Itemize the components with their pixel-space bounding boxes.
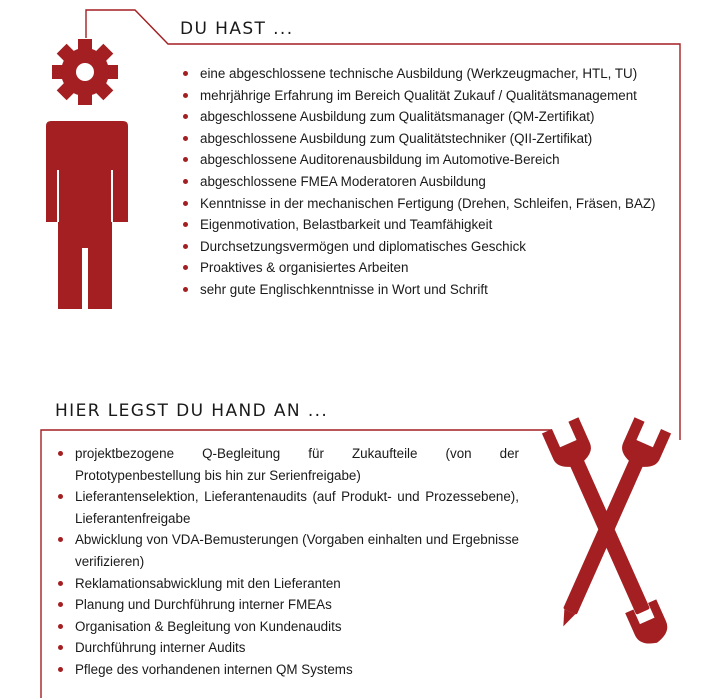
list-item: mehrjährige Erfahrung im Bereich Qualität Zukauf / Qualitätsmanagement bbox=[182, 85, 662, 107]
gear-head-person-icon bbox=[46, 39, 128, 309]
list-item: Durchsetzungsvermögen und diplomatisches Geschick bbox=[182, 236, 662, 258]
list-item: Planung und Durchführung interner FMEAs bbox=[57, 594, 519, 616]
tasks-list bbox=[57, 443, 519, 681]
list-item: Reklamationsabwicklung mit den Lieferanten bbox=[57, 573, 519, 595]
list-item: abgeschlossene Ausbildung zum Qualitätstechniker (QII-Zertifikat) bbox=[182, 128, 662, 150]
list-item: Eigenmotivation, Belastbarkeit und Teamfähigkeit bbox=[182, 214, 662, 236]
list-item: Durchführung interner Audits bbox=[57, 637, 519, 659]
list-item: abgeschlossene Ausbildung zum Qualitätsmanager (QM-Zertifikat) bbox=[182, 106, 662, 128]
list-item: Kenntnisse in der mechanischen Fertigung (Drehen, Schleifen, Fräsen, BAZ) bbox=[182, 193, 662, 215]
list-item: abgeschlossene FMEA Moderatoren Ausbildung bbox=[182, 171, 662, 193]
section-title-hand-an: HIER LEGST DU HAND AN ... bbox=[55, 401, 329, 421]
list-item: Proaktives & organisiertes Arbeiten bbox=[182, 257, 662, 279]
list-item: Lieferantenselektion, Lieferantenaudits (auf Produkt- und Prozessebene), Lieferantenfreigabe bbox=[57, 486, 519, 529]
list-item: abgeschlossene Auditorenausbildung im Automotive-Bereich bbox=[182, 149, 662, 171]
list-item: Abwicklung von VDA-Bemusterungen (Vorgaben einhalten und Ergebnisse verifizieren) bbox=[57, 529, 519, 572]
list-item: sehr gute Englischkenntnisse in Wort und Schrift bbox=[182, 279, 662, 301]
list-item: Organisation & Begleitung von Kundenaudits bbox=[57, 616, 519, 638]
list-item: projektbezogene Q-Begleitung für Zukaufteile (von der Prototypenbestellung bis hin zur Serienfreigabe) bbox=[57, 443, 519, 486]
list-item: Pflege des vorhandenen internen QM Systems bbox=[57, 659, 519, 681]
list-item: eine abgeschlossene technische Ausbildung (Werkzeugmacher, HTL, TU) bbox=[182, 63, 662, 85]
wrench-cross-icon bbox=[542, 417, 675, 651]
qualifications-list bbox=[182, 63, 662, 301]
section-title-du-hast: DU HAST ... bbox=[180, 19, 294, 39]
